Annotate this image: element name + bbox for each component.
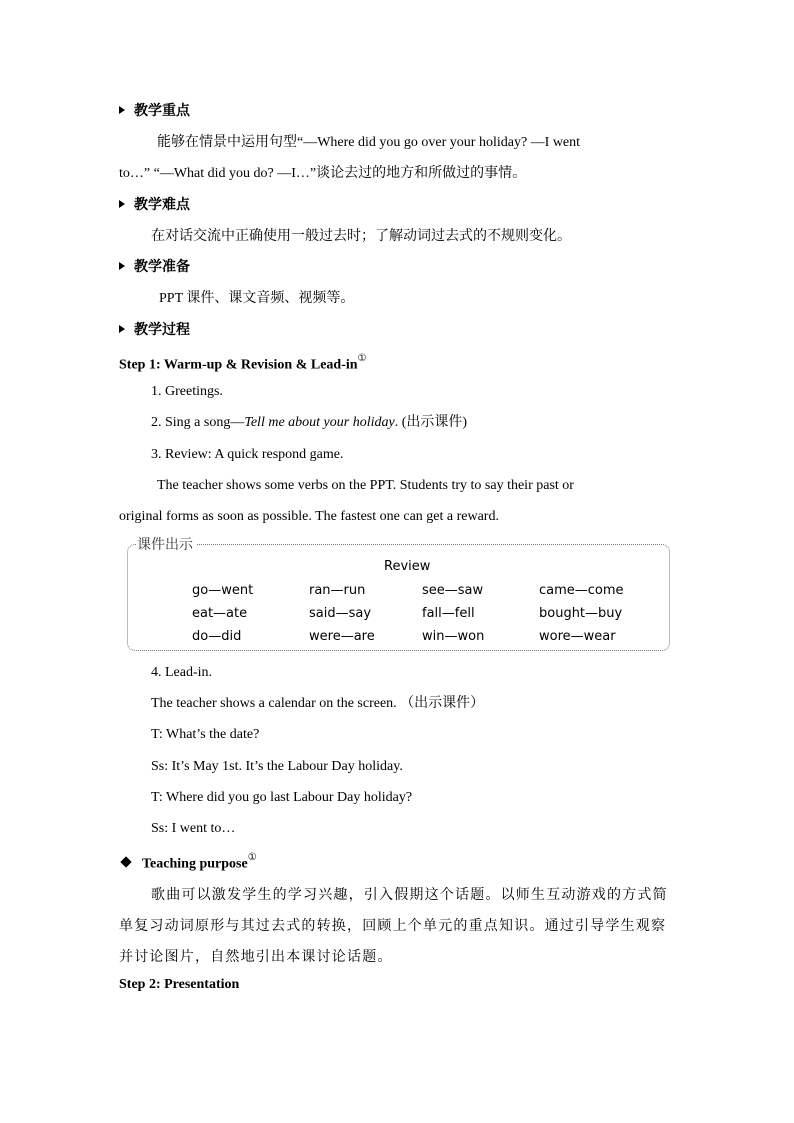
- diamond-bullet-icon: [120, 856, 131, 867]
- verb-pair: see—saw: [422, 583, 484, 598]
- verb-pair: do—did: [192, 629, 242, 644]
- lead-in-line-1: The teacher shows a calendar on the screen. （出示课件）: [151, 696, 485, 711]
- triangle-bullet-icon: [119, 262, 125, 270]
- section-heading-key-points: 教学重点: [119, 102, 190, 120]
- step1-title: Step 1: Warm-up & Revision & Lead-in①: [119, 353, 367, 373]
- section-heading-preparation: 教学准备: [119, 258, 190, 276]
- section-heading-difficulties: 教学难点: [119, 196, 190, 214]
- preparation-text: PPT 课件、课文音频、视频等。: [159, 291, 355, 306]
- triangle-bullet-icon: [119, 106, 125, 114]
- triangle-bullet-icon: [119, 325, 125, 333]
- song-title: Tell me about your holiday: [244, 415, 395, 430]
- verb-pair: go—went: [192, 583, 254, 598]
- verb-pair: were—are: [309, 629, 375, 644]
- step2-title: Step 2: Presentation: [119, 977, 240, 992]
- verb-pair: ran—run: [309, 583, 366, 598]
- triangle-bullet-icon: [119, 200, 125, 208]
- lead-in-line-4: T: Where did you go last Labour Day holiday?: [151, 790, 413, 805]
- lead-in-line-3: Ss: It’s May 1st. It’s the Labour Day holiday.: [151, 759, 403, 774]
- step1-item-review: 3. Review: A quick respond game.: [151, 447, 344, 462]
- verb-pair: fall—fell: [422, 606, 475, 621]
- key-points-line-2: to…” “—What did you do? —I…”谈论去过的地方和所做过的事情。: [119, 166, 527, 181]
- step1-desc-line-1: The teacher shows some verbs on the PPT. Students try to say their past or: [157, 478, 574, 493]
- teaching-purpose-text: 歌曲可以激发学生的学习兴趣，引入假期这个话题。以师生互动游戏的方式简单复习动词原形与其过去式的转换，回顾上个单元的重点知识。通过引导学生观察并讨论图片，自然地引出本课讨论话题。: [119, 887, 668, 965]
- teaching-purpose-heading: Teaching purpose①: [119, 851, 257, 874]
- footnote-marker: ①: [247, 852, 257, 863]
- verb-pair: win—won: [422, 629, 485, 644]
- verb-pair: said—say: [309, 606, 372, 621]
- step1-desc-line-2: original forms as soon as possible. The fastest one can get a reward.: [119, 509, 499, 524]
- lead-in-line-5: Ss: I went to…: [151, 821, 236, 836]
- difficulties-text: 在对话交流中正确使用一般过去时；了解动词过去式的不规则变化。: [151, 228, 571, 244]
- lead-in-line-2: T: What’s the date?: [151, 727, 260, 742]
- lead-in-item: 4. Lead-in.: [151, 665, 213, 680]
- verb-pair: bought—buy: [539, 606, 623, 621]
- verb-pair: wore—wear: [539, 629, 616, 644]
- footnote-marker: ①: [357, 353, 367, 364]
- verb-pair: eat—ate: [192, 606, 248, 621]
- verb-pair: came—come: [539, 583, 624, 598]
- review-box-label: 课件出示: [137, 534, 196, 554]
- key-points-line-1: 能够在情景中运用句型“—Where did you go over your holiday? —I went: [157, 135, 581, 150]
- step1-item-song: 2. Sing a song—Tell me about your holiday. (出示课件): [151, 415, 468, 430]
- review-title: Review: [384, 559, 431, 574]
- step1-item-greetings: 1. Greetings.: [151, 384, 223, 399]
- section-heading-process: 教学过程: [119, 321, 190, 339]
